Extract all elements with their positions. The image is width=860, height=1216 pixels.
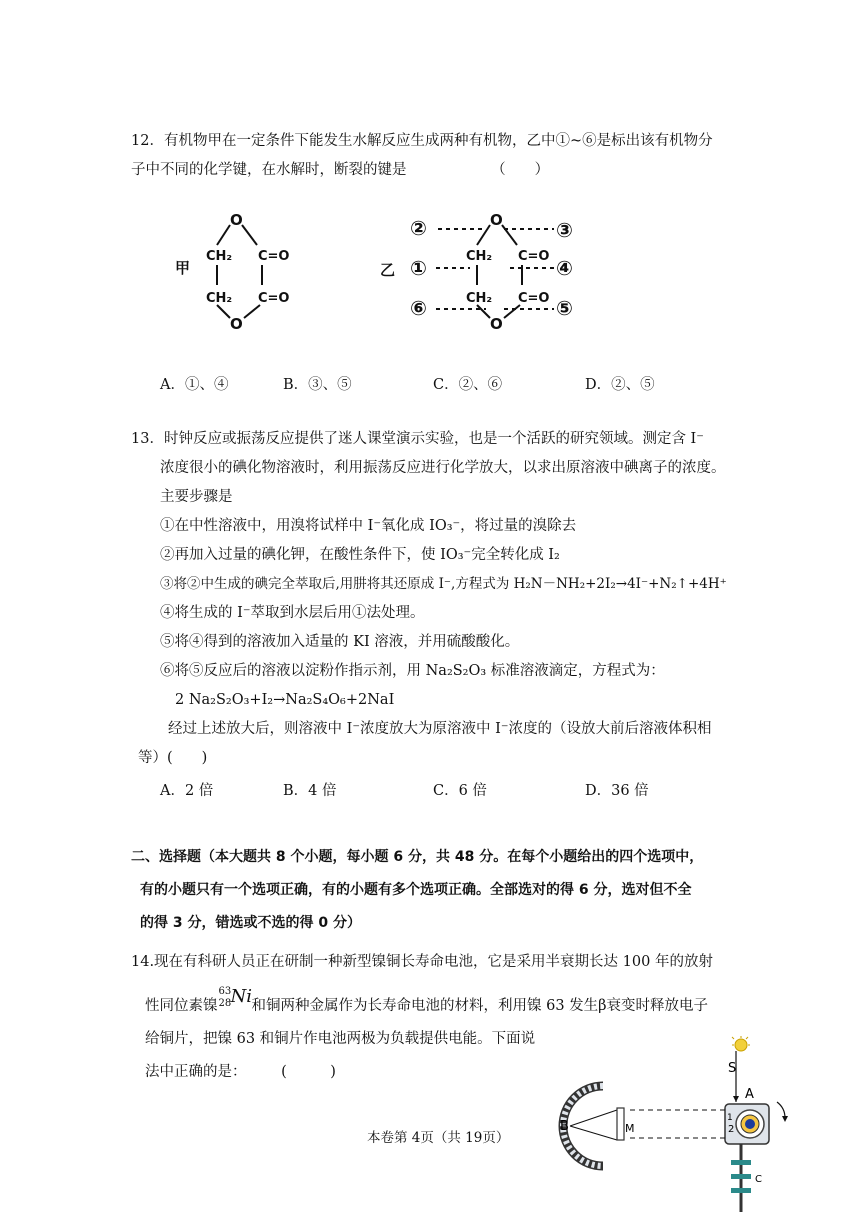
q12-option-d[interactable]: D．②、⑤ xyxy=(585,377,655,393)
q14-line-2 xyxy=(145,986,709,1016)
label-s: S xyxy=(728,1061,737,1076)
yi-ch2-bottom: CH₂ xyxy=(466,291,493,306)
q12-structure-diagram xyxy=(170,205,590,335)
q13-step-3: ③将②中生成的碘完全萃取后,用肼将其还原成 I⁻,方程式为 H₂N－NH₂+2I₂→4I⁻+N₂↑+4H⁺ xyxy=(160,576,727,592)
bond-label-2: ② xyxy=(410,216,427,240)
q13-option-d[interactable]: D．36 倍 xyxy=(585,783,649,799)
bond-label-4: ④ xyxy=(556,256,573,280)
q13-option-c[interactable]: C．6 倍 xyxy=(433,783,487,799)
q13-line-2: 浓度很小的碘化物溶液时，利用振荡反应进行化学放大，以求出原溶液中碘离子的浓度。 xyxy=(160,460,726,476)
bond-label-6: ⑥ xyxy=(410,296,427,320)
bond-label-3: ③ xyxy=(556,218,573,242)
jia-ch2-top: CH₂ xyxy=(206,249,233,264)
jia-carbonyl-top: C=O xyxy=(258,249,290,264)
q12-option-b[interactable]: B．③、⑤ xyxy=(283,377,352,393)
q13-step-1: ①在中性溶液中，用溴将试样中 I⁻氧化成 IO₃⁻，将过量的溴除去 xyxy=(160,518,577,534)
q13-step-6: ⑥将⑤反应后的溶液以淀粉作指示剂，用 Na₂S₂O₃ 标准溶液滴定，方程式为： xyxy=(160,663,665,679)
q13-conclusion-1: 经过上述放大后，则溶液中 I⁻浓度放大为原溶液中 I⁻浓度的（设放大前后溶液体积相 xyxy=(168,721,712,737)
q13-option-a[interactable]: A．2 倍 xyxy=(160,783,214,799)
yi-carbonyl-bottom: C=O xyxy=(518,291,550,306)
bond-label-1: ① xyxy=(410,256,427,280)
yi-oxygen-top: O xyxy=(490,211,503,229)
q13-step-5: ⑤将④得到的溶液加入适量的 KI 溶液，并用硫酸酸化。 xyxy=(160,634,520,650)
q13-equation: 2 Na₂S₂O₃+I₂→Na₂S₄O₆+2NaI xyxy=(175,692,395,708)
label-m: M xyxy=(625,1122,635,1135)
q13-step-4: ④将生成的 I⁻萃取到水层后用①法处理。 xyxy=(160,605,425,621)
q13-option-b[interactable]: B．4 倍 xyxy=(283,783,337,799)
q12-line-1: 12．有机物甲在一定条件下能发生水解反应生成两种有机物，乙中①~⑥是标出该有机物分 xyxy=(131,133,713,149)
q14-line-2-start: 性同位素镍 xyxy=(145,998,218,1014)
section2-heading-line-1: 二、选择题（本大题共 8 个小题，每小题 6 分，共 48 分。在每个小题给出的四个选项中， xyxy=(131,849,704,865)
jia-ch2-bottom: CH₂ xyxy=(206,291,233,306)
jia-oxygen-bottom: O xyxy=(230,315,243,333)
q13-conclusion-2: 等）( ) xyxy=(138,750,208,766)
section2-heading-line-2: 有的小题只有一个选项正确，有的小题有多个选项正确。全部选对的得 6 分，选对但不全 xyxy=(140,882,692,898)
yi-ch2-top: CH₂ xyxy=(466,249,493,264)
yi-label: 乙 xyxy=(380,261,396,279)
bond-label-5: ⑤ xyxy=(556,296,573,320)
jia-carbonyl-bottom: C=O xyxy=(258,291,290,306)
nickel-63-isotope xyxy=(218,986,253,1016)
q12-answer-paren: （ ） xyxy=(491,162,550,178)
isotope-mass-number: 63 xyxy=(218,986,232,997)
label-1: 1 xyxy=(727,1113,733,1123)
q12-line-2 xyxy=(131,160,549,180)
label-a: A xyxy=(745,1087,754,1102)
q14-line-1: 14.现在有科研人员正在研制一种新型镍铜长寿命电池，它是采用半衰期长达 100 年的放射 xyxy=(131,954,713,970)
q14-stem-end: 法中正确的是： xyxy=(145,1064,247,1080)
q13-line-1: 13．时钟反应或振荡反应提供了迷人课堂演示实验，也是一个活跃的研究领域。测定含 I⁻ xyxy=(131,431,704,447)
yi-oxygen-bottom: O xyxy=(490,315,503,333)
q13-line-3: 主要步骤是 xyxy=(160,489,233,505)
q13-step-2: ②再加入过量的碘化钾，在酸性条件下，使 IO₃⁻完全转化成 I₂ xyxy=(160,547,560,563)
q12-option-c[interactable]: C．②、⑥ xyxy=(433,377,503,393)
label-c: C xyxy=(755,1174,762,1185)
jia-label: 甲 xyxy=(175,259,191,277)
isotope-symbol: Ni xyxy=(230,986,253,1007)
isotope-atomic-number: 28 xyxy=(218,998,232,1009)
q14-answer-paren: ( ) xyxy=(281,1064,336,1080)
q12-stem-end: 子中不同的化学键，在水解时，断裂的键是 xyxy=(131,162,407,178)
page-footer: 本卷第 4页（共 19页） xyxy=(367,1130,510,1146)
section2-heading-line-3: 的得 3 分，错选或不选的得 0 分） xyxy=(140,915,361,931)
label-2: 2 xyxy=(728,1124,735,1135)
q14-line-4 xyxy=(145,1062,336,1082)
yi-carbonyl-top: C=O xyxy=(518,249,550,264)
q14-line-3: 给铜片，把镍 63 和铜片作电池两极为负载提供电能。下面说 xyxy=(145,1031,536,1047)
q12-option-a[interactable]: A．①、④ xyxy=(160,377,229,393)
q14-line-2-end: 和铜两种金属作为长寿命电池的材料，利用镍 63 发生β衰变时释放电子 xyxy=(251,998,709,1014)
jia-oxygen-top: O xyxy=(230,211,243,229)
label-b: B xyxy=(560,1119,569,1134)
q14-apparatus-figure xyxy=(555,1036,795,1212)
